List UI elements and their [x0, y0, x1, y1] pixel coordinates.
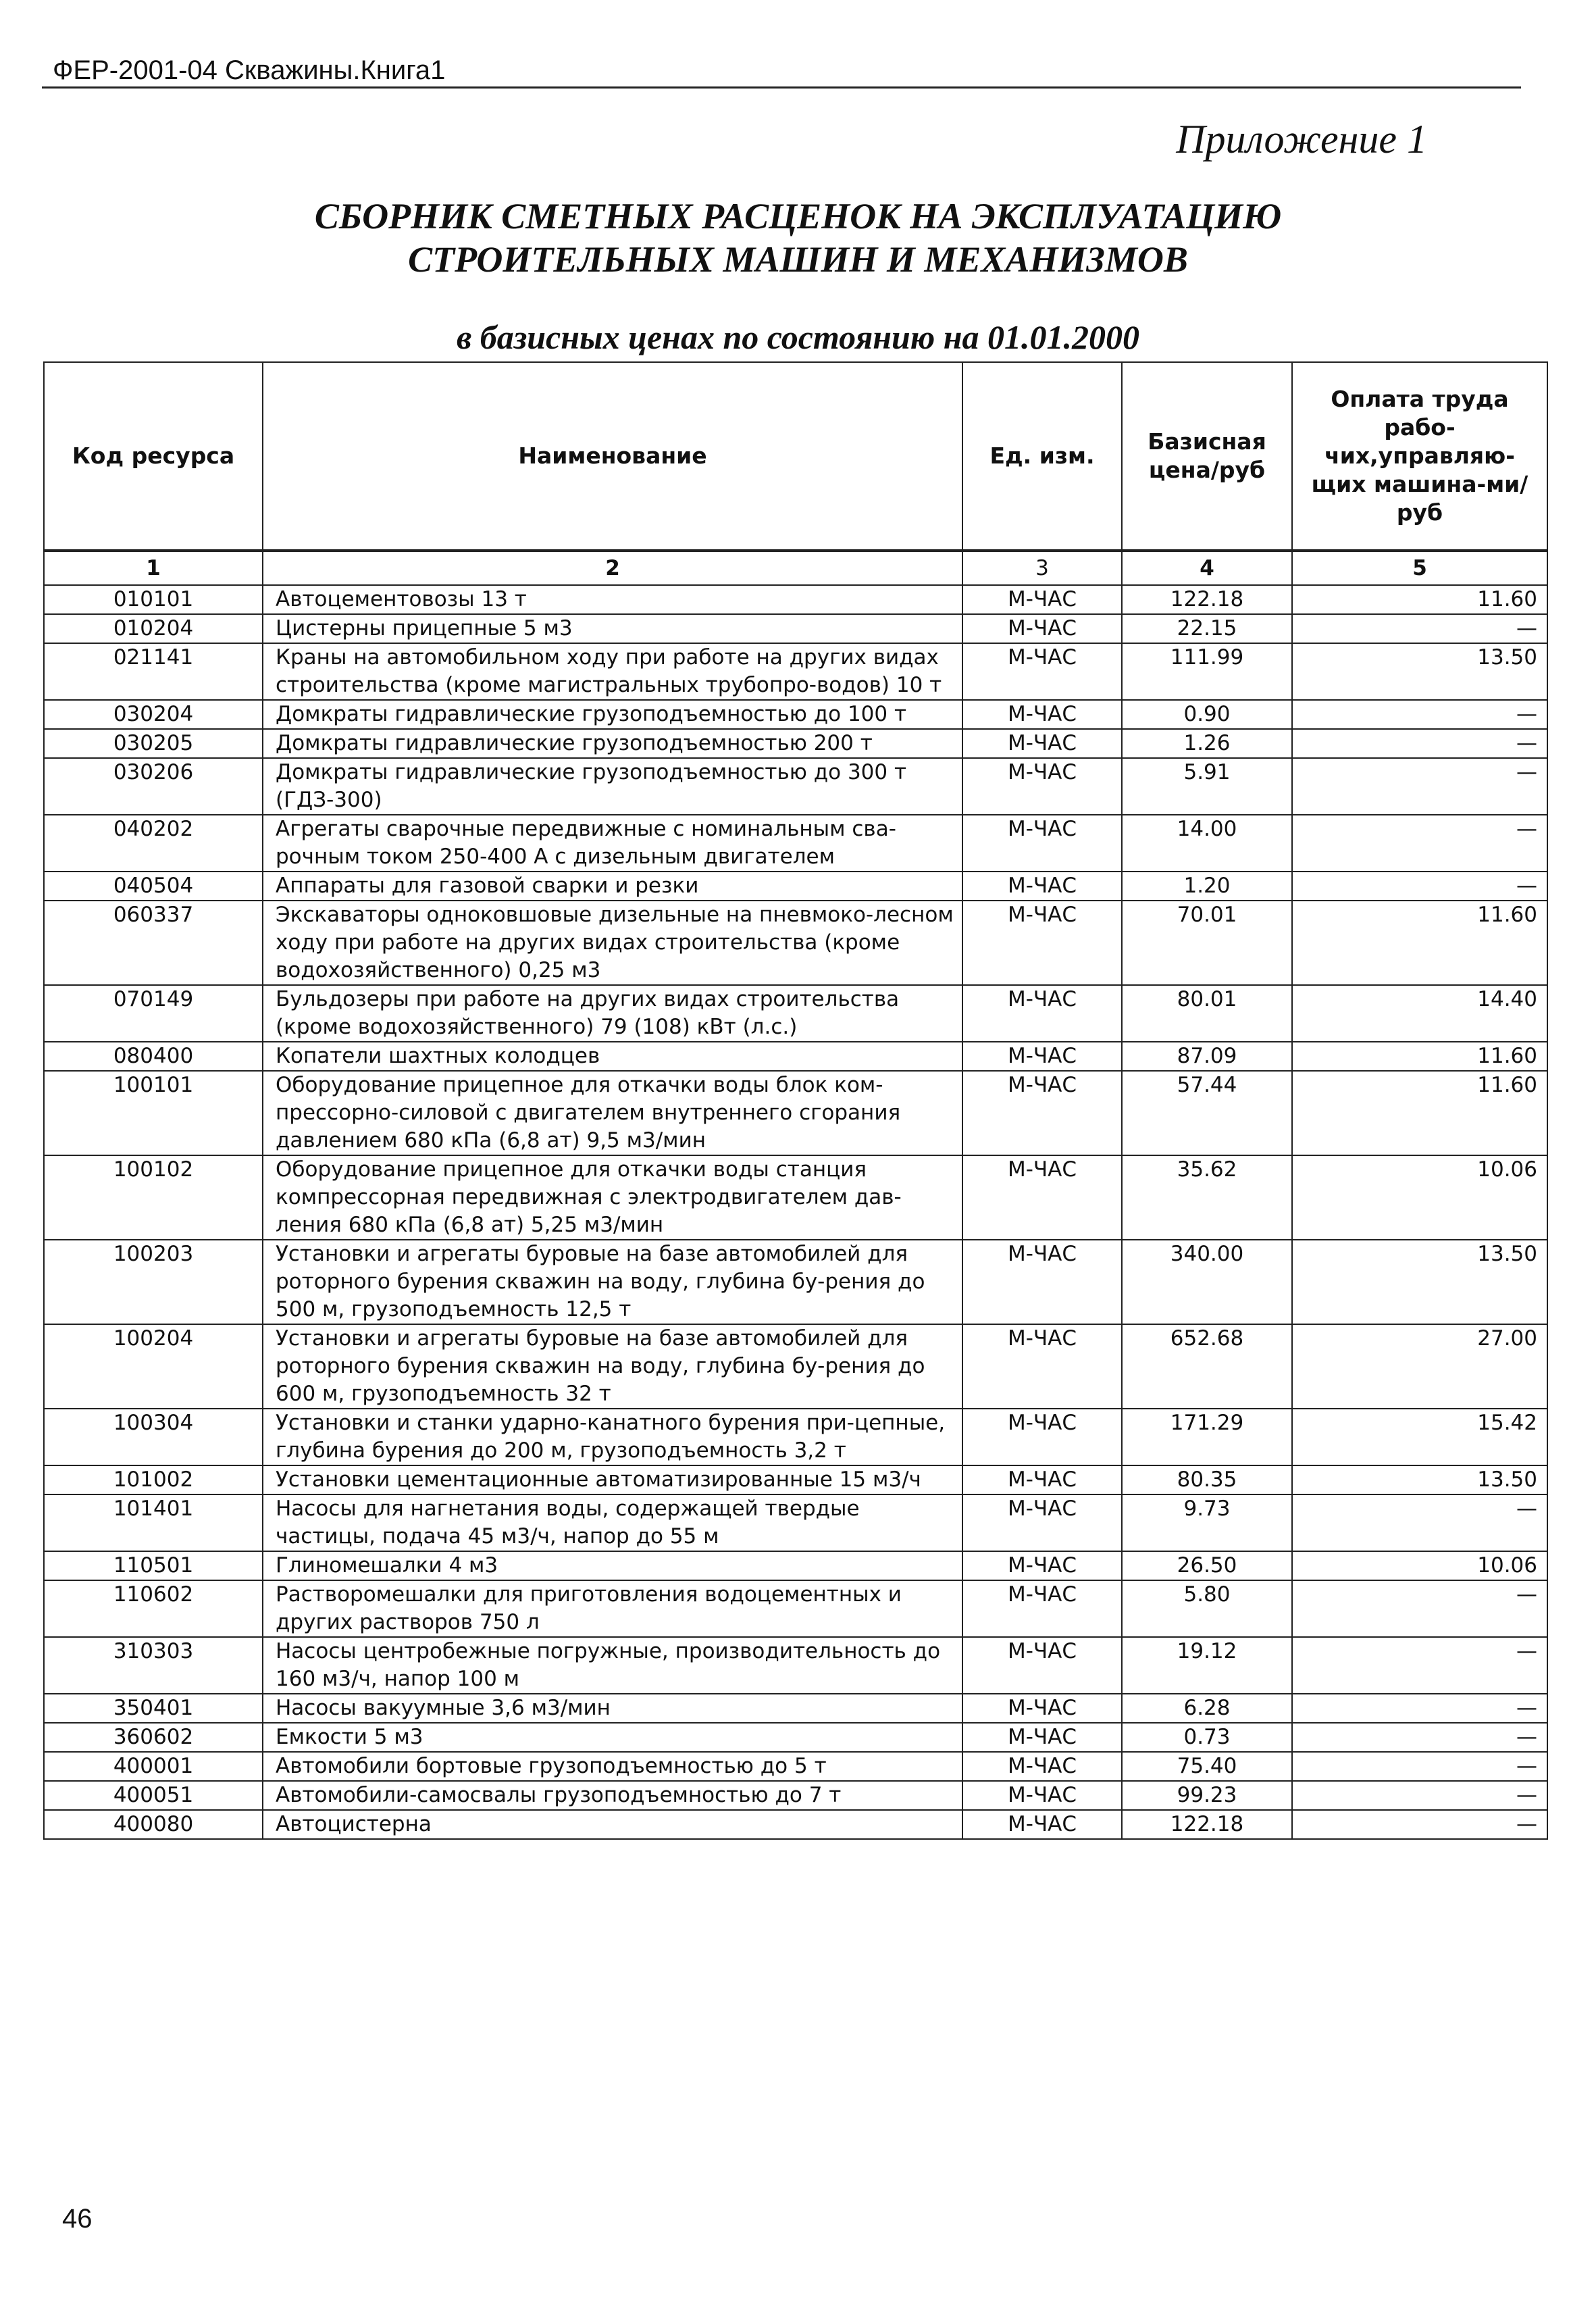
table-row	[44, 1465, 1547, 1494]
code-cell: 070149	[44, 985, 263, 1042]
wage-cell: 13.50	[1292, 1240, 1547, 1324]
unit-cell: М-ЧАС	[962, 729, 1122, 758]
unit-cell: М-ЧАС	[962, 901, 1122, 985]
page-number: 46	[62, 2204, 93, 2234]
code-cell: 310303	[44, 1637, 263, 1694]
wage-cell: 11.60	[1292, 1042, 1547, 1071]
unit-cell: М-ЧАС	[962, 1494, 1122, 1551]
table-row	[44, 1723, 1547, 1752]
table-row	[44, 872, 1547, 901]
name-cell: Растворомешалки для приготовления водоцементных и других растворов 750 л	[263, 1580, 962, 1637]
wage-cell: —	[1292, 729, 1547, 758]
price-cell: 340.00	[1122, 1240, 1292, 1324]
column-header-code: Код ресурса	[44, 362, 263, 551]
document-subtitle: в базисных ценах по состоянию на 01.01.2000	[456, 318, 1140, 356]
code-cell: 100203	[44, 1240, 263, 1324]
code-cell: 010101	[44, 585, 263, 614]
wage-cell: —	[1292, 1752, 1547, 1781]
code-cell: 360602	[44, 1723, 263, 1752]
price-cell: 111.99	[1122, 643, 1292, 700]
document-title	[0, 195, 1596, 281]
table-row	[44, 815, 1547, 872]
price-cell: 22.15	[1122, 614, 1292, 643]
code-cell: 060337	[44, 901, 263, 985]
wage-cell: —	[1292, 1810, 1547, 1839]
name-cell: Домкраты гидравлические грузоподъемностью 200 т	[263, 729, 962, 758]
code-cell: 110501	[44, 1551, 263, 1580]
table-row	[44, 985, 1547, 1042]
name-cell: Оборудование прицепное для откачки воды станция компрессорная передвижная с электродвигателем дав-ления 680 кПа (6,8 ат) 5,25 м3/мин	[263, 1155, 962, 1240]
unit-cell: М-ЧАС	[962, 1723, 1122, 1752]
code-cell: 030204	[44, 700, 263, 729]
code-cell: 101401	[44, 1494, 263, 1551]
wage-cell: 13.50	[1292, 643, 1547, 700]
price-cell: 1.20	[1122, 872, 1292, 901]
wage-cell: —	[1292, 1781, 1547, 1810]
wage-cell: —	[1292, 1580, 1547, 1637]
table-row	[44, 1810, 1547, 1839]
name-cell: Автоцистерна	[263, 1810, 962, 1839]
column-number-row	[44, 551, 1547, 585]
unit-cell: М-ЧАС	[962, 1409, 1122, 1465]
unit-cell: М-ЧАС	[962, 872, 1122, 901]
code-cell: 040202	[44, 815, 263, 872]
unit-cell: М-ЧАС	[962, 1240, 1122, 1324]
code-cell: 101002	[44, 1465, 263, 1494]
name-cell: Домкраты гидравлические грузоподъемностью до 300 т (ГДЗ-300)	[263, 758, 962, 815]
price-cell: 26.50	[1122, 1551, 1292, 1580]
table-row	[44, 901, 1547, 985]
code-cell: 100102	[44, 1155, 263, 1240]
code-cell: 100304	[44, 1409, 263, 1465]
unit-cell: М-ЧАС	[962, 1071, 1122, 1155]
name-cell: Установки и агрегаты буровые на базе автомобилей для роторного бурения скважин на воду, глубина бу-рения до 600 м, грузоподъемность 32 т	[263, 1324, 962, 1409]
name-cell: Экскаваторы одноковшовые дизельные на пневмоко-лесном ходу при работе на других видах строительства (кроме водохозяйственного) 0,25 м3	[263, 901, 962, 985]
name-cell: Копатели шахтных колодцев	[263, 1042, 962, 1071]
code-cell: 100204	[44, 1324, 263, 1409]
column-header-unit: Ед. изм.	[962, 362, 1122, 551]
wage-cell: 10.06	[1292, 1551, 1547, 1580]
table-row	[44, 700, 1547, 729]
price-cell: 1.26	[1122, 729, 1292, 758]
code-cell: 400080	[44, 1810, 263, 1839]
column-number: 4	[1122, 551, 1292, 585]
unit-cell: М-ЧАС	[962, 1551, 1122, 1580]
code-cell: 030205	[44, 729, 263, 758]
wage-cell: —	[1292, 614, 1547, 643]
column-number: 3	[962, 551, 1122, 585]
column-number: 5	[1292, 551, 1547, 585]
unit-cell: М-ЧАС	[962, 1580, 1122, 1637]
unit-cell: М-ЧАС	[962, 1694, 1122, 1723]
code-cell: 021141	[44, 643, 263, 700]
column-number: 2	[263, 551, 962, 585]
price-cell: 122.18	[1122, 585, 1292, 614]
price-cell: 80.01	[1122, 985, 1292, 1042]
table-row	[44, 1781, 1547, 1810]
price-cell: 80.35	[1122, 1465, 1292, 1494]
wage-cell: 15.42	[1292, 1409, 1547, 1465]
name-cell: Оборудование прицепное для откачки воды блок ком-прессорно-силовой с двигателем внутреннего сгорания давлением 680 кПа (6,8 ат) 9,5 м3/мин	[263, 1071, 962, 1155]
unit-cell: М-ЧАС	[962, 585, 1122, 614]
column-number: 1	[44, 551, 263, 585]
name-cell: Автомобили-самосвалы грузоподъемностью до 7 т	[263, 1781, 962, 1810]
name-cell: Аппараты для газовой сварки и резки	[263, 872, 962, 901]
code-cell: 350401	[44, 1694, 263, 1723]
title-line-1: СБОРНИК СМЕТНЫХ РАСЦЕНОК НА ЭКСПЛУАТАЦИЮ	[314, 196, 1282, 236]
price-cell: 171.29	[1122, 1409, 1292, 1465]
rates-table	[43, 361, 1548, 1840]
wage-cell: —	[1292, 1694, 1547, 1723]
name-cell: Домкраты гидравлические грузоподъемностью до 100 т	[263, 700, 962, 729]
wage-cell: 10.06	[1292, 1155, 1547, 1240]
table-row	[44, 614, 1547, 643]
unit-cell: М-ЧАС	[962, 1781, 1122, 1810]
wage-cell: 11.60	[1292, 585, 1547, 614]
price-cell: 6.28	[1122, 1694, 1292, 1723]
table-row	[44, 1580, 1547, 1637]
name-cell: Установки и агрегаты буровые на базе автомобилей для роторного бурения скважин на воду, глубина бу-рения до 500 м, грузоподъемность 12,5 т	[263, 1240, 962, 1324]
wage-cell: —	[1292, 700, 1547, 729]
price-cell: 0.90	[1122, 700, 1292, 729]
price-cell: 70.01	[1122, 901, 1292, 985]
name-cell: Установки цементационные автоматизированные 15 м3/ч	[263, 1465, 962, 1494]
unit-cell: М-ЧАС	[962, 1042, 1122, 1071]
table-row	[44, 1071, 1547, 1155]
table-body	[44, 551, 1547, 1839]
price-cell: 122.18	[1122, 1810, 1292, 1839]
unit-cell: М-ЧАС	[962, 1810, 1122, 1839]
name-cell: Агрегаты сварочные передвижные с номинальным сва-рочным током 250-400 А с дизельным двигателем	[263, 815, 962, 872]
table-row	[44, 1752, 1547, 1781]
wage-cell: 14.40	[1292, 985, 1547, 1042]
table-row	[44, 1240, 1547, 1324]
name-cell: Краны на автомобильном ходу при работе на других видах строительства (кроме магистральных трубопро-водов) 10 т	[263, 643, 962, 700]
price-cell: 0.73	[1122, 1723, 1292, 1752]
name-cell: Емкости 5 м3	[263, 1723, 962, 1752]
table-row	[44, 643, 1547, 700]
unit-cell: М-ЧАС	[962, 815, 1122, 872]
unit-cell: М-ЧАС	[962, 614, 1122, 643]
name-cell: Автомобили бортовые грузоподъемностью до 5 т	[263, 1752, 962, 1781]
price-cell: 99.23	[1122, 1781, 1292, 1810]
table-row	[44, 585, 1547, 614]
price-cell: 652.68	[1122, 1324, 1292, 1409]
name-cell: Бульдозеры при работе на других видах строительства (кроме водохозяйственного) 79 (108) кВт (л.с.)	[263, 985, 962, 1042]
wage-cell: —	[1292, 1494, 1547, 1551]
price-cell: 87.09	[1122, 1042, 1292, 1071]
appendix-label: Приложение 1	[1176, 117, 1427, 161]
unit-cell: М-ЧАС	[962, 1465, 1122, 1494]
code-cell: 400001	[44, 1752, 263, 1781]
code-cell: 100101	[44, 1071, 263, 1155]
name-cell: Цистерны прицепные 5 м3	[263, 614, 962, 643]
wage-cell: —	[1292, 758, 1547, 815]
wage-cell: —	[1292, 1637, 1547, 1694]
price-cell: 57.44	[1122, 1071, 1292, 1155]
column-header-name: Наименование	[263, 362, 962, 551]
code-cell: 030206	[44, 758, 263, 815]
table-row	[44, 1409, 1547, 1465]
code-cell: 010204	[44, 614, 263, 643]
table-row	[44, 1494, 1547, 1551]
table-row	[44, 1694, 1547, 1723]
unit-cell: М-ЧАС	[962, 985, 1122, 1042]
code-cell: 080400	[44, 1042, 263, 1071]
code-cell: 110602	[44, 1580, 263, 1637]
table-row	[44, 1551, 1547, 1580]
table-row	[44, 1637, 1547, 1694]
price-cell: 14.00	[1122, 815, 1292, 872]
unit-cell: М-ЧАС	[962, 643, 1122, 700]
unit-cell: М-ЧАС	[962, 1324, 1122, 1409]
code-cell: 040504	[44, 872, 263, 901]
name-cell: Глиномешалки 4 м3	[263, 1551, 962, 1580]
table-row	[44, 758, 1547, 815]
table-header-row	[44, 362, 1547, 551]
name-cell: Автоцементовозы 13 т	[263, 585, 962, 614]
unit-cell: М-ЧАС	[962, 1752, 1122, 1781]
header-rule	[42, 86, 1521, 89]
table-row	[44, 1042, 1547, 1071]
name-cell: Насосы центробежные погружные, производительность до 160 м3/ч, напор 100 м	[263, 1637, 962, 1694]
name-cell: Насосы вакуумные 3,6 м3/мин	[263, 1694, 962, 1723]
title-line-2: СТРОИТЕЛЬНЫХ МАШИН И МЕХАНИЗМОВ	[408, 239, 1188, 280]
name-cell: Установки и станки ударно-канатного бурения при-цепные, глубина бурения до 200 м, грузоподъемность 3,2 т	[263, 1409, 962, 1465]
running-header: ФЕР-2001-04 Скважины.Книга1	[53, 55, 446, 85]
price-cell: 9.73	[1122, 1494, 1292, 1551]
wage-cell: 13.50	[1292, 1465, 1547, 1494]
price-cell: 19.12	[1122, 1637, 1292, 1694]
unit-cell: М-ЧАС	[962, 1637, 1122, 1694]
price-cell: 35.62	[1122, 1155, 1292, 1240]
price-cell: 5.80	[1122, 1580, 1292, 1637]
unit-cell: М-ЧАС	[962, 700, 1122, 729]
wage-cell: —	[1292, 815, 1547, 872]
wage-cell: —	[1292, 1723, 1547, 1752]
wage-cell: 11.60	[1292, 1071, 1547, 1155]
code-cell: 400051	[44, 1781, 263, 1810]
table-row	[44, 729, 1547, 758]
wage-cell: 27.00	[1292, 1324, 1547, 1409]
wage-cell: —	[1292, 872, 1547, 901]
unit-cell: М-ЧАС	[962, 1155, 1122, 1240]
price-cell: 5.91	[1122, 758, 1292, 815]
price-cell: 75.40	[1122, 1752, 1292, 1781]
table-row	[44, 1324, 1547, 1409]
name-cell: Насосы для нагнетания воды, содержащей твердые частицы, подача 45 м3/ч, напор до 55 м	[263, 1494, 962, 1551]
column-header-wage: Оплата труда рабо-чих,управляю-щих машина-ми/руб	[1292, 362, 1547, 551]
table-row	[44, 1155, 1547, 1240]
wage-cell: 11.60	[1292, 901, 1547, 985]
column-header-price: Базисная цена/руб	[1122, 362, 1292, 551]
unit-cell: М-ЧАС	[962, 758, 1122, 815]
